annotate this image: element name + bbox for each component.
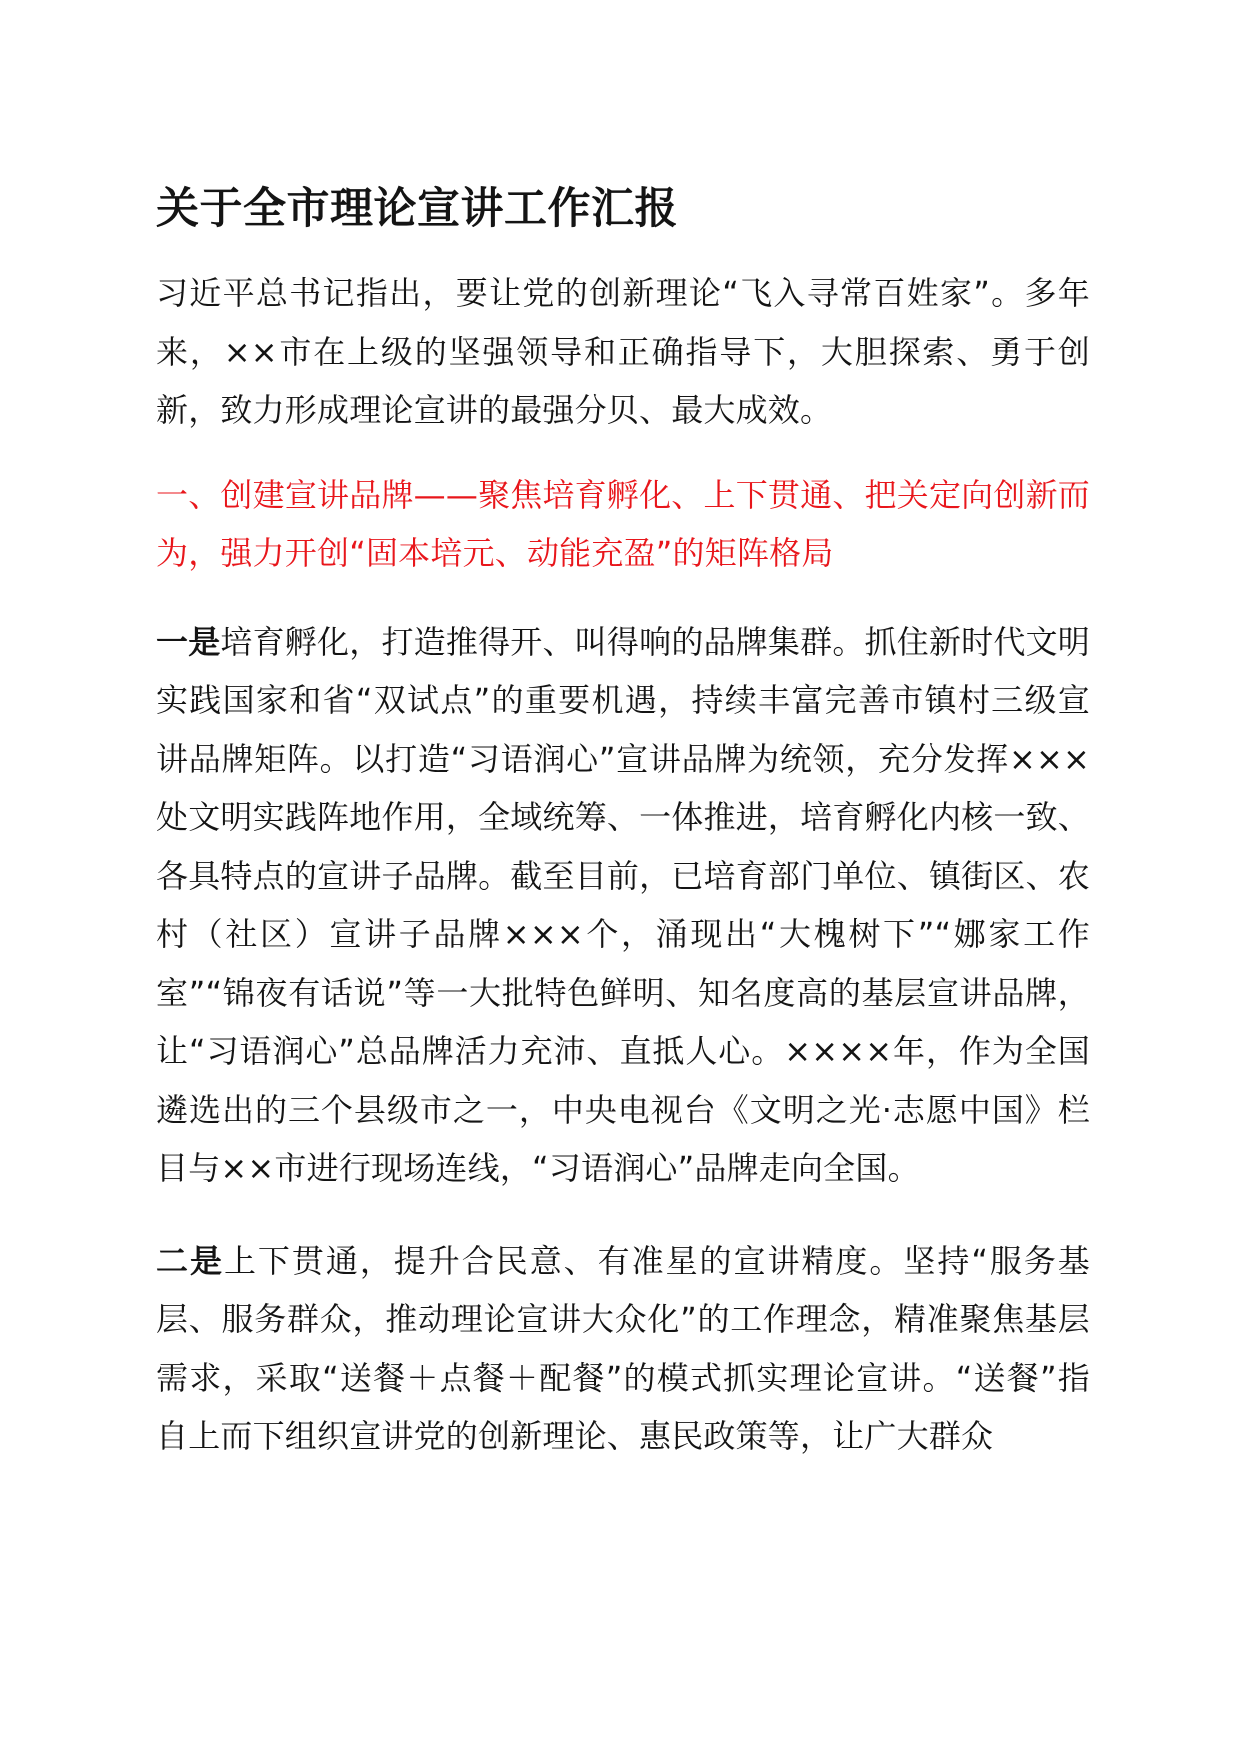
paragraph-lead: 二是 (156, 1241, 224, 1280)
paragraph-lead: 一是 (156, 622, 221, 661)
paragraph-text: 培育孵化，打造推得开、叫得响的品牌集群。抓住新时代文明实践国家和省“双试点”的重要机遇，持续丰富完善市镇村三级宣讲品牌矩阵。以打造“习语润心”宣讲品牌为统领，充分发挥×××处文明实践阵地作用，全域统筹、一体推进，培育孵化内核一致、各具特点的宣讲子品牌。截至目前，已培育部门单位、镇街区、农村（社区）宣讲子品牌×××个，涌现出“大槐树下”“娜家工作室”“锦夜有话说”等一大批特色鲜明、知名度高的基层宣讲品牌，让“习语润心”总品牌活力充沛、直抵人心。××××年，作为全国遴选出的三个县级市之一，中央电视台《文明之光·志愿中国》栏目与××市进行现场连线，“习语润心”品牌走向全国。 (156, 622, 1090, 1187)
section-heading: 一、创建宣讲品牌——聚焦培育孵化、上下贯通、把关定向创新而为，强力开创“固本培元、动能充盈”的矩阵格局 (156, 475, 1090, 572)
paragraph-text: 上下贯通，提升合民意、有准星的宣讲精度。坚持“服务基层、服务群众，推动理论宣讲大众化”的工作理念，精准聚焦基层需求，采取“送餐＋点餐＋配餐”的模式抓实理论宣讲。“送餐”指自上而下组织宣讲党的创新理论、惠民政策等，让广大群众 (156, 1241, 1091, 1455)
body-paragraph-2 (156, 1232, 1090, 1466)
intro-paragraph: 习近平总书记指出，要让党的创新理论“飞入寻常百姓家”。多年来，××市在上级的坚强领导和正确指导下，大胆探索、勇于创新，致力形成理论宣讲的最强分贝、最大成效。 (156, 274, 1090, 429)
document-title: 关于全市理论宣讲工作汇报 (156, 184, 678, 234)
body-paragraph-1 (156, 613, 1090, 1198)
